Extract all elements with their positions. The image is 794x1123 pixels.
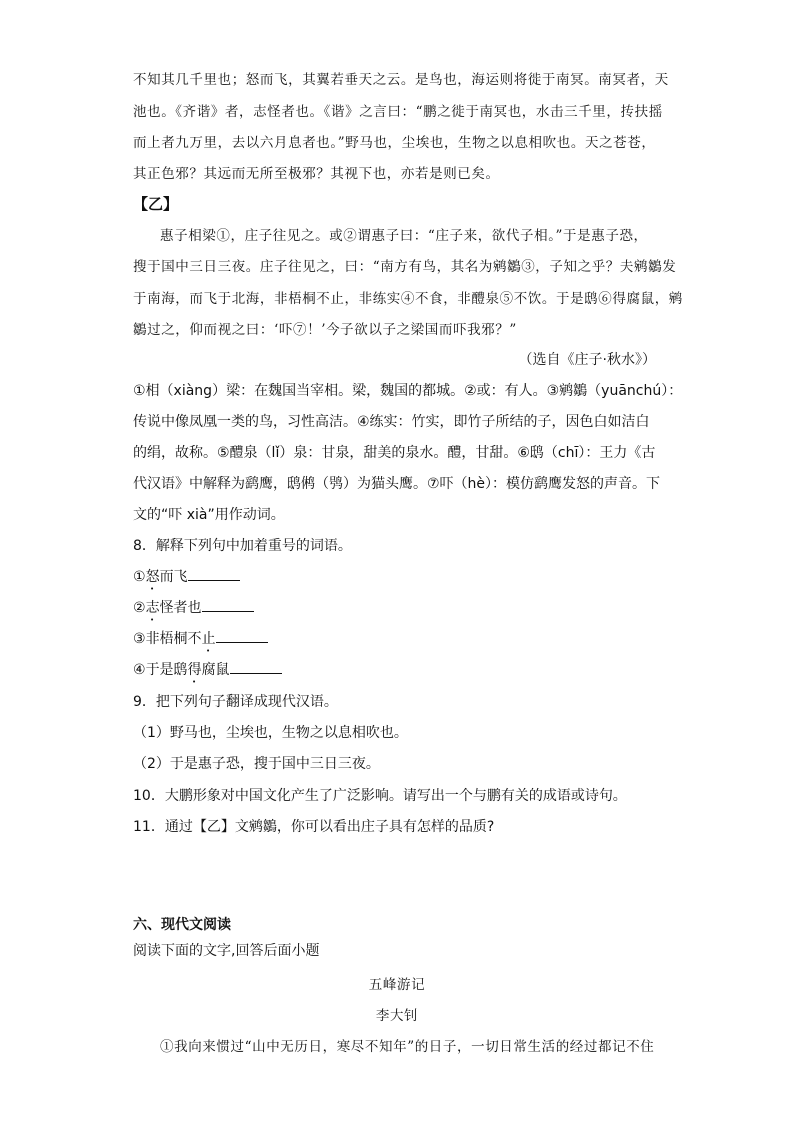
question-8-item-1 <box>133 566 240 593</box>
passage-jia-line-4: 其正色邪？其远而无所至极邪？其视下也，亦若是则已矣。 <box>133 166 500 182</box>
emphasized-word: 志 <box>145 600 160 616</box>
section-6-instruction: 阅读下面的文字,回答后面小题 <box>133 943 320 959</box>
article-first-line: ①我向来惯过“山中无历日，寒尽不知年”的日子，一切日常生活的经过都记不住 <box>160 1039 655 1055</box>
passage-yi-line-3: 于南海，而飞于北海，非梧桐不止，非练实④不食，非醴泉⑤不饮。于是鸱⑥得腐鼠，鹓 <box>133 291 683 307</box>
question-10: 10．大鹏形象对中国文化产生了广泛影响。请写出一个与鹏有关的成语或诗句。 <box>133 788 627 804</box>
passage-yi-source: （选自《庄子·秋水》） <box>518 352 656 368</box>
emphasized-word: 止 <box>201 631 216 647</box>
question-9-prompt: 9．把下列句子翻译成现代汉语。 <box>133 694 338 710</box>
passage-jia-line-3: 而上者九万里，去以六月息者也。”野马也，尘埃也，生物之以息相吹也。天之苍苍， <box>133 135 656 151</box>
item-text-post: 怪者也 <box>159 600 202 616</box>
article-author: 李大钊 <box>375 1008 419 1024</box>
passage-yi-heading: 【乙】 <box>133 195 179 213</box>
question-9-item-1: （1）野马也，尘埃也，生物之以息相吹也。 <box>133 725 408 741</box>
notes-line-5: 文的“吓 xià”用作动词。 <box>133 507 285 523</box>
item-text-post: 腐鼠 <box>201 662 230 678</box>
question-8-item-2 <box>133 597 254 624</box>
passage-jia-line-1: 不知其几千里也；怒而飞，其翼若垂天之云。是鸟也，海运则将徙于南冥。南冥者，天 <box>133 72 669 88</box>
item-number: ③ <box>133 631 146 647</box>
passage-yi-line-2: 搜于国中三日三夜。庄子往见之，曰：“南方有鸟，其名为鹓鶵③，子知之乎？夫鹓鶵发 <box>133 259 677 275</box>
question-8-item-4 <box>133 659 282 686</box>
passage-jia-line-2: 池也。《齐谐》者，志怪者也。《谐》之言曰：“鹏之徙于南冥也，水击三千里，抟扶摇 <box>133 104 663 120</box>
question-9-item-2: （2）于是惠子恐，搜于国中三日三夜。 <box>133 756 380 772</box>
item-text-pre: 于是鸱 <box>145 662 188 678</box>
notes-line-1: ①相（xiàng）梁：在魏国当宰相。梁，魏国的都城。②或：有人。③鹓鶵（yuānchú）： <box>133 383 683 399</box>
item-text-post: 而飞 <box>159 569 188 585</box>
emphasized-word: 怒 <box>145 569 160 585</box>
article-title: 五峰游记 <box>368 977 426 993</box>
item-number: ④ <box>133 662 146 678</box>
question-11: 11．通过【乙】文鹓鶵，你可以看出庄子具有怎样的品质? <box>133 819 495 835</box>
item-number: ② <box>133 600 146 616</box>
answer-blank[interactable] <box>188 568 240 581</box>
answer-blank[interactable] <box>230 661 282 674</box>
notes-line-3: 的绢，故称。⑤醴泉（lǐ）泉：甘泉，甜美的泉水。醴，甘甜。⑥鸱（chī）：王力《古 <box>133 445 656 461</box>
notes-line-4: 代汉语》中解释为鹞鹰，鸱鸺（鸮）为猫头鹰。⑦吓（hè）：模仿鹞鹰发怒的声音。下 <box>133 476 661 492</box>
passage-yi-line-4: 鶵过之，仰而视之曰：‘吓⑦！’今子欲以子之梁国而吓我邪？” <box>133 322 517 338</box>
emphasized-word: 得 <box>187 662 202 678</box>
section-6-title: 六、现代文阅读 <box>133 917 231 933</box>
passage-yi-line-1: 惠子相梁①，庄子往见之。或②谓惠子曰：“庄子来，欲代子相。”于是惠子恐， <box>160 228 648 244</box>
question-8-prompt: 8．解释下列句中加着重号的词语。 <box>133 538 352 554</box>
answer-blank[interactable] <box>216 630 268 643</box>
question-8-item-3 <box>133 628 268 655</box>
notes-line-2: 传说中像凤凰一类的鸟，习性高洁。④练实：竹实，即竹子所结的子，因色白如洁白 <box>133 414 650 430</box>
item-number: ① <box>133 569 146 585</box>
item-text-pre: 非梧桐不 <box>145 631 202 647</box>
answer-blank[interactable] <box>202 599 254 612</box>
